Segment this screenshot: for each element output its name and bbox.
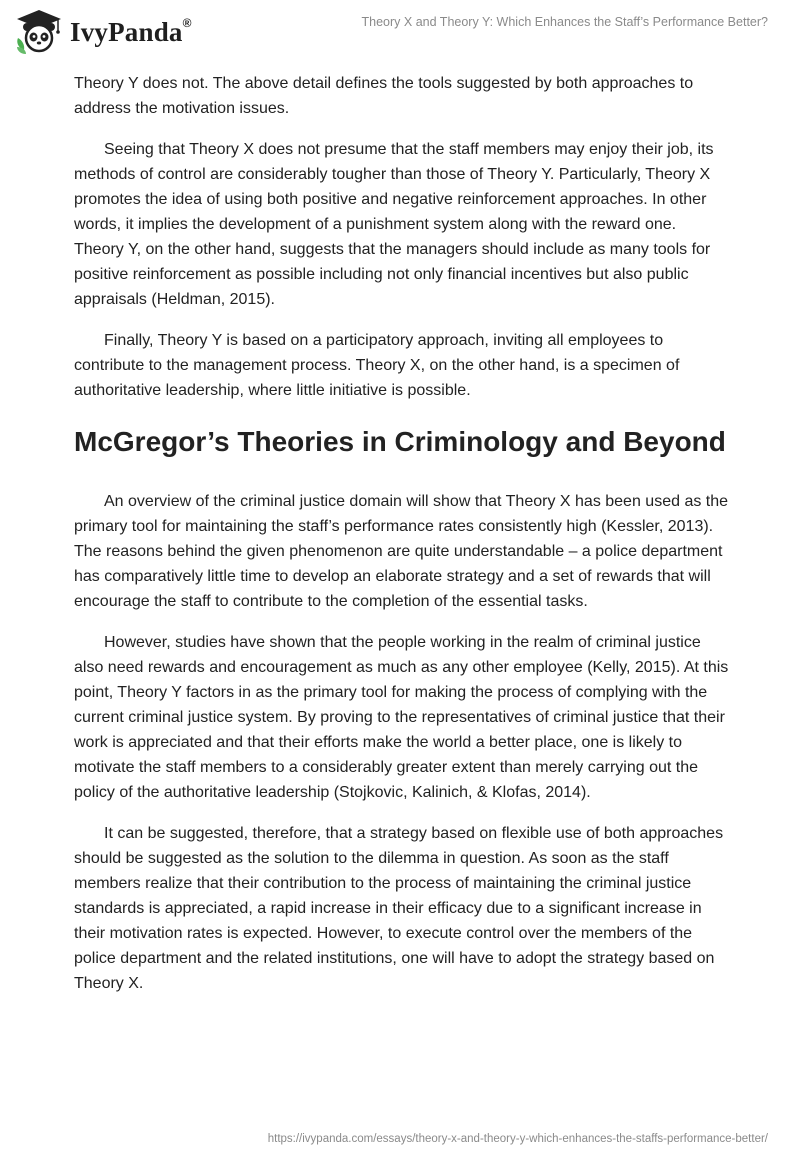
section-heading: McGregor’s Theories in Criminology and Beyond (74, 426, 726, 457)
paragraph: Theory Y does not. The above detail defines the tools suggested by both approaches to address the motivation issues. (74, 75, 694, 117)
document-title: Theory X and Theory Y: Which Enhances the Staff’s Performance Better? (361, 15, 768, 29)
source-url[interactable]: https://ivypanda.com/essays/theory-x-and-theory-y-which-enhances-the-staffs-performance-better/ (267, 1133, 768, 1145)
paragraph: Seeing that Theory X does not presume that the staff members may enjoy their job, its methods of control are considerably tougher than those of Theory Y. Particularly, Theory X promotes the idea of using both positive and negative reinforcement approaches. In other words, it implies the development of a punishment system along with the reward one. Theory Y, on the other hand, suggests that the managers should include as many tools for positive reinforcement as possible including not only financial incentives but also public appraisals (Heldman, 2015). (74, 141, 714, 308)
page-header (0, 0, 800, 64)
brand-name (70, 15, 192, 47)
ivypanda-logo[interactable] (14, 8, 192, 56)
essay-content (74, 71, 730, 1012)
paragraph: Finally, Theory Y is based on a participatory approach, inviting all employees to contribute to the management process. Theory X, on the other hand, is a specimen of authoritative leadership, where little initiative is possible. (74, 332, 680, 399)
panda-graduate-logo-icon (14, 8, 64, 56)
paragraph: However, studies have shown that the people working in the realm of criminal justice also need rewards and encouragement as much as any other employee (Kelly, 2015). At this point, Theory Y factors in as the primary tool for making the process of complying with the current criminal justice system. By proving to the representatives of criminal justice that their work is appreciated and that their efforts make the world a better place, one is likely to motivate the staff members to a considerably greater extent than merely carrying out the policy of the authoritative leadership (Stojkovic, Kalinich, & Klofas, 2014). (74, 634, 729, 801)
paragraph: It can be suggested, therefore, that a strategy based on flexible use of both approaches should be suggested as the solution to the dilemma in question. As soon as the staff members realize that their contribution to the process of maintaining the criminal justice standards is appreciated, a rapid increase in their efficacy due to a significant increase in their motivation rates is expected. However, to execute control over the members of the police department and the related institutions, one will have to adopt the strategy based on Theory X. (74, 825, 724, 992)
registered-mark: ® (182, 15, 192, 30)
paragraph: An overview of the criminal justice domain will show that Theory X has been used as the primary tool for maintaining the staff’s performance rates consistently high (Kessler, 2013). The reasons behind the given phenomenon are quite understandable – a police department has comparatively little time to develop an elaborate strategy and a set of rewards that will encourage the staff to contribute to the completion of the essential tasks. (74, 493, 729, 610)
brand-text: IvyPanda (70, 16, 183, 47)
